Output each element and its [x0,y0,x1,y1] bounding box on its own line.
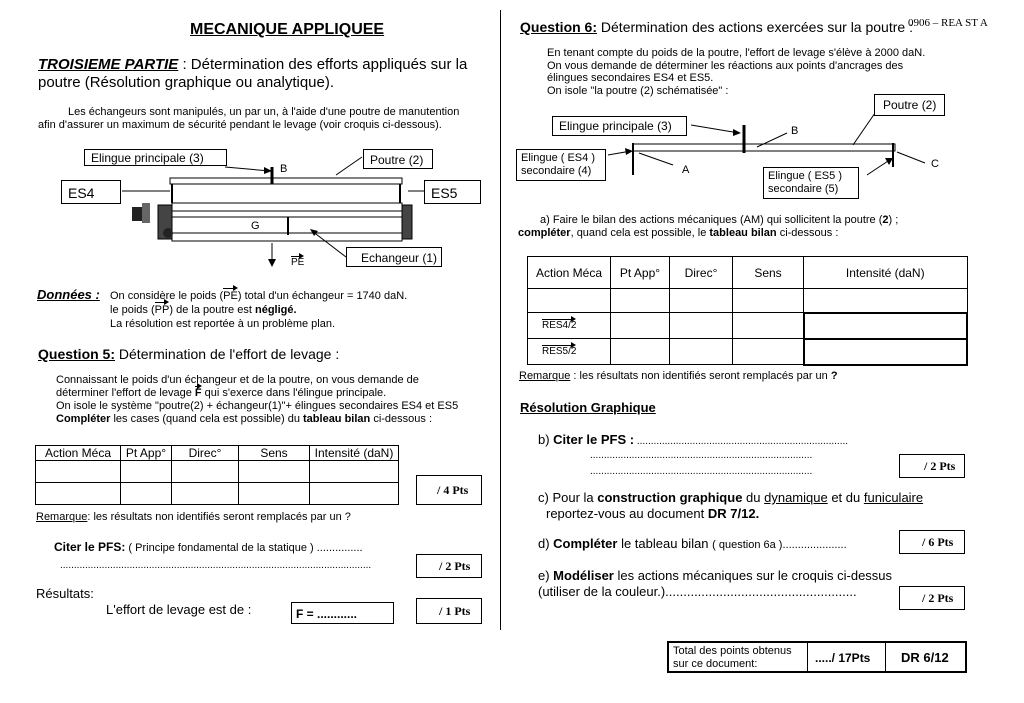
intro-text: Les échangeurs sont manipulés, un par un, à l'aide d'une poutre de manutention afin d'assurer un maximum de sécurité pendant le levage (voir croquis ci-dessous). [38,106,460,131]
q5-pfs-dots[interactable]: ................................................................................................................ [60,560,372,571]
q6-bilan-table [527,256,968,366]
label-echangeur: Echangeur (1) [346,247,442,267]
q6-row-res5: RES5/2 [528,339,611,365]
q6c-text: c) Pour la construction graphique du dynamique et du funiculaire reportez-vous au document DR 7/12. [538,490,924,521]
q6d-text: d) Compléter le tableau bilan ( question 6a )..................... [538,536,847,551]
q6-text: En tenant compte du poids de la poutre, l'effort de levage s'élève à 2000 daN. On vous demande de déterminer les réactions aux points d'ancrages des élingues secondaires ES4 et ES5. On isole "la poutre (2) schématisée" : [547,47,926,97]
q5-cell[interactable] [36,461,121,483]
q6e-points: / 2 Pts [899,586,965,610]
q5-points-1: / 1 Pts [416,598,482,624]
q6-col-intensite: Intensité (daN) [804,257,968,289]
schema-point-b: B [791,125,799,137]
donnees-label: Données : [37,287,100,302]
q6b-dots-3[interactable]: ................................................................................ [590,466,813,477]
q6e-text: e) Modéliser les actions mécaniques sur le croquis ci-dessus (utiliser de la couleur.)..................................................... [538,568,893,599]
q5-bilan-table [35,445,399,505]
label-elingue-principale: Elingue principale (3) [84,149,227,166]
q5-heading: Question 5: Détermination de l'effort de levage : [38,346,340,362]
label-poutre: Poutre (2) [363,149,433,169]
label-pe: PE [291,257,305,268]
total-points-box [667,641,967,673]
q5-remarque: Remarque: les résultats non identifiés seront remplacés par un ? [36,511,351,523]
q6-col-direc: Direc° [670,257,733,289]
schema-label-es4: Elingue ( ES4 ) secondaire (4) [516,149,606,181]
q6-res4-intensity[interactable] [804,313,968,339]
effort-text: L'effort de levage est de : [106,602,252,617]
total-value: ...../ 17Pts [815,651,871,665]
q5-col-intensite: Intensité (daN) [310,446,399,461]
q6b-dots-2[interactable]: ................................................................................ [590,450,813,461]
schema-label-poutre: Poutre (2) [874,94,945,116]
q5-text: Connaissant le poids d'un échangeur et de la poutre, on vous demande de déterminer l'effort de levage F qui s'exerce dans l'élingue principale. On isole le système "poutre(2) + échangeur(1)"+ élingues secondaires ES4 et ES5 Compléter les cases (quand cela est possible) du tableau bilan ci-dessous : [56,374,459,425]
schema-label-es5: Elingue ( ES5 ) secondaire (5) [763,167,859,199]
page-title: MECANIQUE APPLIQUEE [190,21,385,38]
schema-beam [633,144,895,151]
schema-point-a: A [682,164,690,176]
q6-row-res4: RES4/2 [528,313,611,339]
q6-remarque: Remarque : les résultats non identifiés seront remplacés par un ? [519,370,838,382]
q6-col-pt: Pt App° [611,257,670,289]
label-es5: ES5 [424,180,481,204]
q5-points-2: / 2 Pts [416,554,482,578]
label-es4: ES4 [61,180,121,204]
dr-page-number: DR 6/12 [901,650,949,665]
column-divider [500,10,501,630]
schema-point-c: C [931,158,939,170]
resolution-heading: Résolution Graphique [520,400,656,415]
sketch-beam [170,178,402,184]
q5-points-4: / 4 Pts [416,475,482,505]
q5-col-sens: Sens [239,446,310,461]
schema-label-elingue-principale: Elingue principale (3) [552,116,687,136]
label-point-g: G [251,220,260,232]
q6-res5-intensity[interactable] [804,339,968,365]
q5-col-action: Action Méca [36,446,121,461]
resultats-label: Résultats: [36,586,94,601]
q5-col-direc: Direc° [172,446,239,461]
q5-cell[interactable] [36,483,121,505]
f-answer-box[interactable]: F = ............ [291,602,394,624]
q6-heading: Question 6: Détermination des actions exercées sur la poutre : [520,19,913,35]
q5-pfs: Citer le PFS: ( Principe fondamental de la statique ) ............... [54,540,363,554]
part-heading: TROISIEME PARTIE : Détermination des efforts appliqués sur la poutre (Résolution graphique ou analytique). [38,56,468,91]
q6-col-sens: Sens [733,257,804,289]
total-label: Total des points obtenus sur ce document: [673,645,792,670]
q6-col-action: Action Méca [528,257,611,289]
q6d-points: / 6 Pts [899,530,965,554]
q6b-points: / 2 Pts [899,454,965,478]
donnees-text: On considère le poids (PE) total d'un échangeur = 1740 daN. le poids (PP) de la poutre est négligé. La résolution est reportée à un problème plan. [110,290,408,330]
label-point-b: B [280,163,288,175]
q6b-text: b) Citer le PFS : ............................................................................ [538,432,849,447]
q5-col-pt: Pt App° [121,446,172,461]
q6-cell[interactable] [528,289,611,313]
q6a-text: a) Faire le bilan des actions mécaniques (AM) qui sollicitent la poutre (2) ; compléter, quand cela est possible, le tableau bilan ci-dessous : [518,214,899,239]
doc-code: 0906 – REA ST A [908,17,988,29]
